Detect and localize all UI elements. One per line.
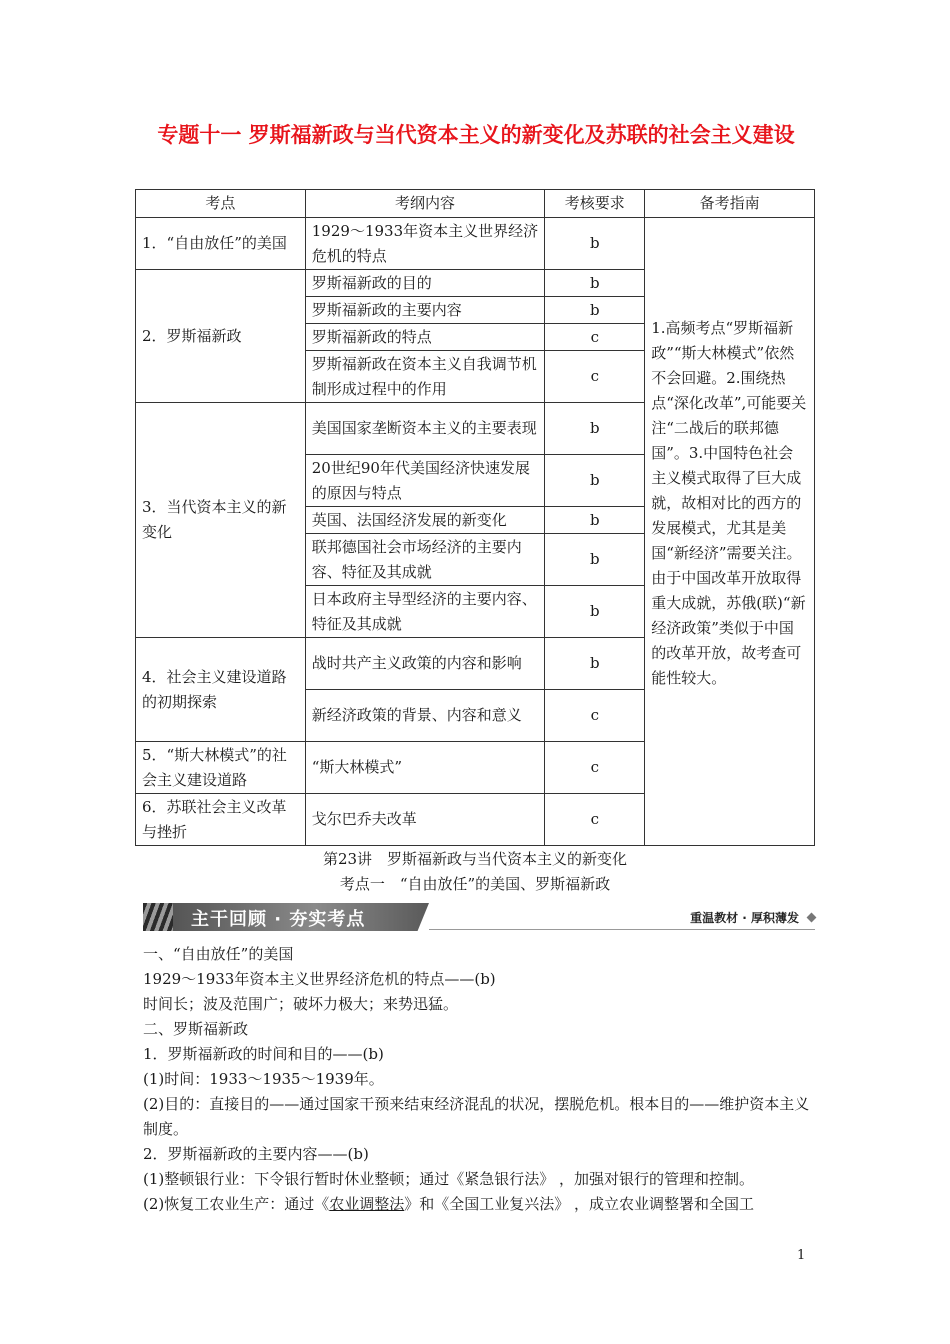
content-cell: “斯大林模式” (305, 742, 545, 794)
banner-stripes (143, 903, 173, 931)
page-number: 1 (797, 1248, 806, 1263)
text-span: (2)恢复工农业生产：通过《 (143, 1195, 330, 1213)
banner-rule (429, 929, 815, 930)
guide-cell: 1.高频考点“罗斯福新政”“斯大林模式”依然不会回避。2.围绕热点“深化改革”,可能要关注“二战后的联邦德国”。3.中国特色社会主义模式取得了巨大成就，故相对比的西方的发展模式，尤其是美国“新经济”需要关注。由于中国改革开放取得重大成就，苏俄(联)“新经济政策”类似于中国的改革开放，故考查可能性较大。 (645, 218, 815, 846)
requirement-cell: b (545, 638, 645, 690)
requirement-cell: c (545, 742, 645, 794)
lecture-heading: 第23讲 罗斯福新政与当代资本主义的新变化 (322, 850, 628, 868)
page-title: 专题十一 罗斯福新政与当代资本主义的新变化及苏联的社会主义建设 (157, 123, 795, 147)
requirement-cell: b (545, 218, 645, 270)
kaodian-heading: 考点一 “自由放任”的美国、罗斯福新政 (339, 875, 611, 893)
section-heading: 一、“自由放任”的美国 (143, 945, 294, 963)
topic-cell: 2．罗斯福新政 (136, 270, 306, 403)
section-heading: 二、罗斯福新政 (143, 1020, 249, 1038)
paragraph: (1)时间：1933～1935～1939年。 (143, 1070, 384, 1088)
content-cell: 戈尔巴乔夫改革 (305, 794, 545, 846)
content-cell: 美国国家垄断资本主义的主要表现 (305, 403, 545, 455)
paragraph (143, 1192, 815, 1217)
requirement-cell: b (545, 455, 645, 507)
content-cell: 罗斯福新政的主要内容 (305, 297, 545, 324)
body-text (143, 942, 815, 1217)
requirement-cell: b (545, 270, 645, 297)
header-topic: 考点 (136, 190, 306, 218)
syllabus-table (135, 189, 815, 846)
requirement-cell: b (545, 507, 645, 534)
section-banner (143, 903, 815, 935)
topic-cell: 1．“自由放任”的美国 (136, 218, 306, 270)
underlined-text: 农业调整法 (329, 1195, 405, 1213)
paragraph: (2)目的：直接目的——通过国家干预来结束经济混乱的状况，摆脱危机。根本目的——维护资本主义制度。 (143, 1095, 810, 1138)
content-cell: 1929～1933年资本主义世界经济危机的特点 (305, 218, 545, 270)
diamond-icon (807, 913, 817, 923)
requirement-cell: c (545, 351, 645, 403)
header-requirement: 考核要求 (545, 190, 645, 218)
paragraph: 时间长；波及范围广；破坏力极大；来势迅猛。 (143, 995, 459, 1013)
topic-cell: 4．社会主义建设道路的初期探索 (136, 638, 306, 742)
content-cell: 英国、法国经济发展的新变化 (305, 507, 545, 534)
content-cell: 罗斯福新政在资本主义自我调节机制形成过程中的作用 (305, 351, 545, 403)
topic-cell: 3．当代资本主义的新变化 (136, 403, 306, 638)
header-guide: 备考指南 (645, 190, 815, 218)
banner-right-text: 重温教材 · 厚积薄发 (690, 911, 799, 925)
table-row (136, 218, 815, 270)
banner-left-text: 主干回顾 · 夯实考点 (191, 909, 366, 930)
header-content: 考纲内容 (305, 190, 545, 218)
requirement-cell: c (545, 324, 645, 351)
content-cell: 罗斯福新政的目的 (305, 270, 545, 297)
content-cell: 日本政府主导型经济的主要内容、特征及其成就 (305, 586, 545, 638)
paragraph: (1)整顿银行业：下令银行暂时休业整顿；通过《紧急银行法》 ，加强对银行的管理和控制。 (143, 1170, 755, 1188)
requirement-cell: b (545, 297, 645, 324)
table-header-row (136, 190, 815, 218)
requirement-cell: b (545, 534, 645, 586)
paragraph: 2．罗斯福新政的主要内容——(b) (143, 1145, 369, 1163)
content-cell: 罗斯福新政的特点 (305, 324, 545, 351)
requirement-cell: b (545, 403, 645, 455)
topic-cell: 6．苏联社会主义改革与挫折 (136, 794, 306, 846)
requirement-cell: b (545, 586, 645, 638)
topic-cell: 5．“斯大林模式”的社会主义建设道路 (136, 742, 306, 794)
content-cell: 战时共产主义政策的内容和影响 (305, 638, 545, 690)
content-cell: 20世纪90年代美国经济快速发展的原因与特点 (305, 455, 545, 507)
requirement-cell: c (545, 690, 645, 742)
content-cell: 新经济政策的背景、内容和意义 (305, 690, 545, 742)
text-span: 》和《全国工业复兴法》 ，成立农业调整署和全国工 (404, 1195, 755, 1213)
content-cell: 联邦德国社会市场经济的主要内容、特征及其成就 (305, 534, 545, 586)
paragraph: 1929～1933年资本主义世界经济危机的特点——(b) (143, 970, 496, 988)
requirement-cell: c (545, 794, 645, 846)
paragraph: 1．罗斯福新政的时间和目的——(b) (143, 1045, 384, 1063)
